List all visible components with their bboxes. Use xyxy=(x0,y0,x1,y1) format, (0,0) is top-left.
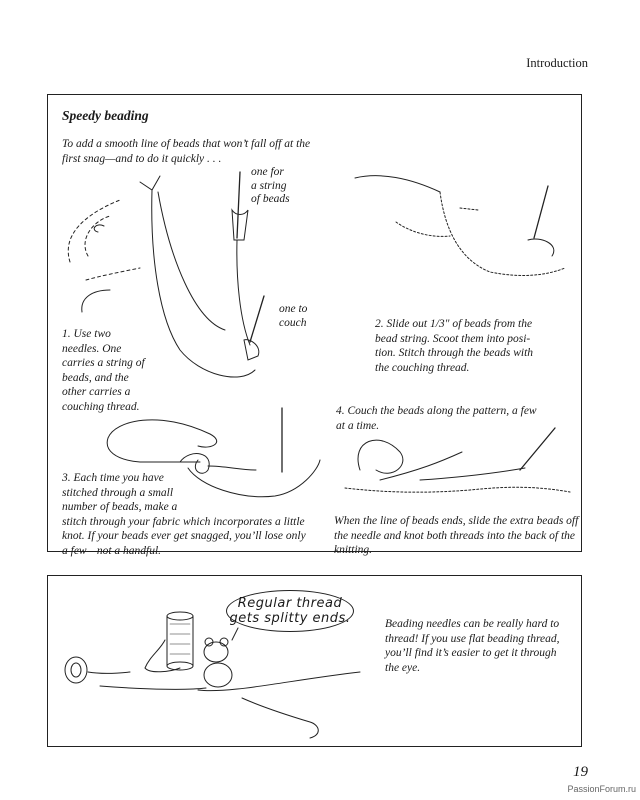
intro-line: first snag—and to do it quickly . . . xyxy=(62,152,222,165)
step-line: bead string. Scoot them into posi- xyxy=(375,332,531,345)
label-line: couch xyxy=(279,316,307,329)
note-line: When the line of beads ends, slide the extra beads off xyxy=(334,515,579,527)
step-line: carries a string of xyxy=(62,357,145,369)
step-line: needles. One xyxy=(62,342,122,355)
step-line: at a time. xyxy=(336,419,380,432)
tip-line: you’ll find it’s easier to get it through xyxy=(385,647,557,659)
note-line: the needle and knot both threads into the back of the xyxy=(334,529,576,542)
tip-text xyxy=(385,617,560,675)
label-line: one to xyxy=(279,303,308,315)
step-line: beads, and the xyxy=(62,371,129,384)
tip-line: the eye. xyxy=(385,661,421,674)
step-line: 4. Couch the beads along the pattern, a few xyxy=(336,405,537,417)
tip-line: Beading needles can be really hard to xyxy=(385,618,560,630)
box-title: Speedy beading xyxy=(62,108,149,123)
step-line: other carries a xyxy=(62,386,131,398)
mouse-icon xyxy=(198,638,360,691)
speech-bubble xyxy=(226,590,354,632)
step-line: stitch through your fabric which incorporates a little xyxy=(62,515,305,528)
step-line: a few—not a handful. xyxy=(62,544,162,557)
bubble-line: Regular thread xyxy=(237,596,343,611)
bubble-pointer xyxy=(232,628,238,640)
step-line: number of beads, make a xyxy=(62,501,178,513)
thread-strand xyxy=(145,640,180,672)
note-line: knitting. xyxy=(334,544,373,556)
watermark: PassionForum.ru xyxy=(567,784,636,794)
step-line: tion. Stitch through the beads with xyxy=(375,347,534,359)
thread-line xyxy=(100,686,206,689)
spool-icon xyxy=(167,612,193,670)
step-line: knot. If your beads ever get snagged, you’ll lose only xyxy=(62,530,306,542)
label-line: one for xyxy=(251,166,284,178)
mouse-tail xyxy=(242,698,318,738)
label-line: a string xyxy=(251,179,287,192)
step-line: 3. Each time you have xyxy=(62,472,164,484)
step-line: the couching thread. xyxy=(375,361,470,374)
intro-line: To add a smooth line of beads that won’t fall off at the xyxy=(62,138,311,150)
thread-reel-icon xyxy=(65,657,130,683)
step-line: couching thread. xyxy=(62,400,140,413)
bubble-line: gets splitty ends. xyxy=(229,611,351,626)
label-line: of beads xyxy=(251,193,290,205)
tip-line: thread! If you use flat beading thread, xyxy=(385,632,560,645)
page-number: 19 xyxy=(573,764,588,780)
section-header: Introduction xyxy=(526,56,588,70)
step-line: stitched through a small xyxy=(62,486,174,499)
step-line: 2. Slide out 1/3" of beads from the xyxy=(375,318,533,330)
step-line: 1. Use two xyxy=(62,328,111,340)
